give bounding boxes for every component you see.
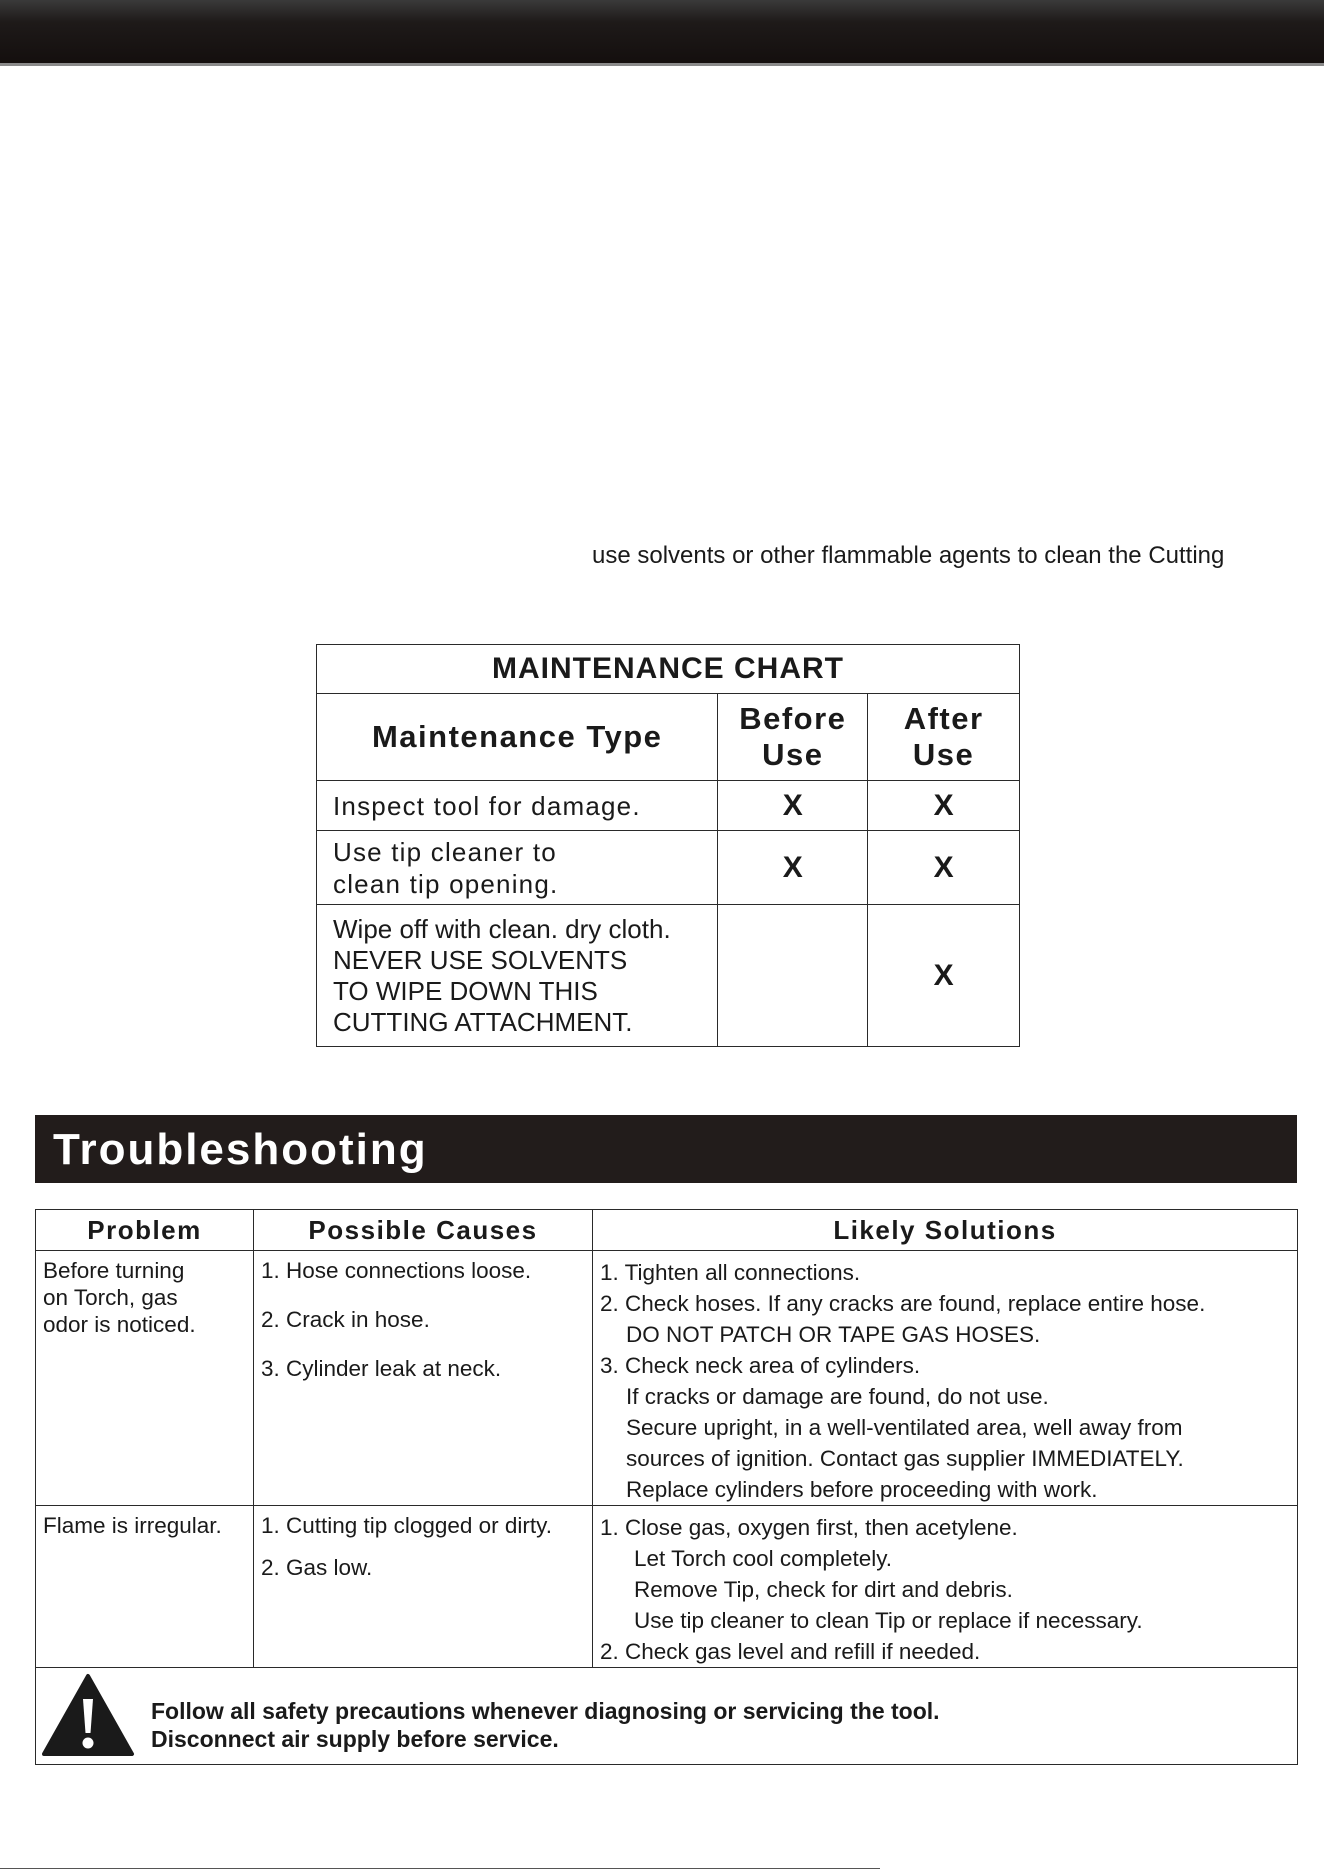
safety-note-text	[151, 1697, 940, 1753]
header-likely-solutions: Likely Solutions	[593, 1210, 1298, 1251]
header-before-line2: Use	[762, 737, 824, 772]
solution-line: sources of ignition. Contact gas supplier IMMEDIATELY.	[626, 1446, 1184, 1471]
troubleshooting-section-bar	[35, 1115, 1297, 1183]
header-problem: Problem	[36, 1210, 254, 1251]
problem-cell	[36, 1506, 254, 1668]
header-after-use	[868, 694, 1020, 781]
header-bar	[0, 0, 1324, 66]
problem-cell	[36, 1251, 254, 1506]
solution-line: Remove Tip, check for dirt and debris.	[634, 1577, 1013, 1602]
solution-line: DO NOT PATCH OR TAPE GAS HOSES.	[626, 1322, 1041, 1347]
cause-item: 2. Crack in hose.	[261, 1307, 430, 1332]
safety-line: Disconnect air supply before service.	[151, 1726, 559, 1752]
header-after-line1: After	[903, 701, 984, 736]
maintenance-type-line: NEVER USE SOLVENTS	[333, 944, 628, 975]
solution-line: Secure upright, in a well-ventilated area, well away from	[626, 1415, 1183, 1440]
solution-line: Let Torch cool completely.	[634, 1546, 893, 1571]
after-use-mark: X	[868, 831, 1020, 905]
troubleshooting-table	[35, 1209, 1298, 1765]
solutions-cell	[593, 1506, 1298, 1668]
before-use-mark: X	[718, 781, 868, 831]
maintenance-type-cell	[317, 831, 718, 905]
solution-line: 1. Close gas, oxygen first, then acetylene.	[600, 1515, 1018, 1540]
before-use-mark: X	[718, 831, 868, 905]
solutions-cell	[593, 1251, 1298, 1506]
solution-line: 3. Check neck area of cylinders.	[600, 1353, 921, 1378]
header-possible-causes: Possible Causes	[254, 1210, 593, 1251]
after-use-mark: X	[868, 781, 1020, 831]
causes-cell	[254, 1251, 593, 1506]
cause-item: 1. Hose connections loose.	[261, 1258, 532, 1283]
solution-line: 2. Check hoses. If any cracks are found, replace entire hose.	[600, 1291, 1206, 1316]
before-use-mark	[718, 905, 868, 1047]
problem-line: odor is noticed.	[43, 1312, 196, 1337]
maintenance-row	[317, 831, 1020, 905]
header-after-line2: Use	[912, 737, 975, 772]
safety-note-cell	[36, 1668, 1298, 1765]
footer-rule	[0, 1868, 880, 1869]
maintenance-type-line: CUTTING ATTACHMENT.	[333, 1006, 633, 1037]
cause-item: 1. Cutting tip clogged or dirty.	[261, 1513, 552, 1538]
intro-text: use solvents or other flammable agents to clean the Cutting	[592, 542, 1225, 569]
safety-note-row	[36, 1668, 1298, 1765]
solution-line: 2. Check gas level and refill if needed.	[600, 1639, 981, 1664]
causes-cell	[254, 1506, 593, 1668]
cause-item: 2. Gas low.	[261, 1555, 373, 1580]
header-before-line1: Before	[739, 701, 847, 736]
solution-line: 1. Tighten all connections.	[600, 1260, 861, 1285]
maintenance-row	[317, 905, 1020, 1047]
maintenance-type-line: clean tip opening.	[333, 868, 559, 899]
solution-line: If cracks or damage are found, do not use.	[626, 1384, 1049, 1409]
table-row	[36, 1506, 1298, 1668]
maintenance-type-cell	[317, 781, 718, 831]
safety-line: Follow all safety precautions whenever diagnosing or servicing the tool.	[151, 1698, 940, 1724]
troubleshooting-title: Troubleshooting	[53, 1125, 428, 1174]
maintenance-chart-title: MAINTENANCE CHART	[317, 645, 1020, 694]
cause-item: 3. Cylinder leak at neck.	[261, 1356, 502, 1381]
solution-line: Use tip cleaner to clean Tip or replace if necessary.	[634, 1608, 1143, 1633]
maintenance-type-cell	[317, 905, 718, 1047]
maintenance-type-line: Wipe off with clean. dry cloth.	[333, 913, 671, 944]
maintenance-row	[317, 781, 1020, 831]
maintenance-type-line: Use tip cleaner to	[333, 836, 557, 867]
maintenance-type-line: Inspect tool for damage.	[333, 790, 641, 821]
maintenance-type-line: TO WIPE DOWN THIS	[333, 975, 598, 1006]
warning-triangle-icon	[41, 1673, 135, 1757]
after-use-mark: X	[868, 905, 1020, 1047]
problem-line: Before turning	[43, 1258, 185, 1283]
problem-line: on Torch, gas	[43, 1285, 178, 1310]
header-maintenance-type: Maintenance Type	[317, 694, 718, 781]
problem-line: Flame is irregular.	[43, 1513, 222, 1538]
header-before-use	[718, 694, 868, 781]
table-row	[36, 1251, 1298, 1506]
solution-line: Replace cylinders before proceeding with work.	[626, 1477, 1098, 1502]
maintenance-chart	[316, 644, 1020, 1047]
